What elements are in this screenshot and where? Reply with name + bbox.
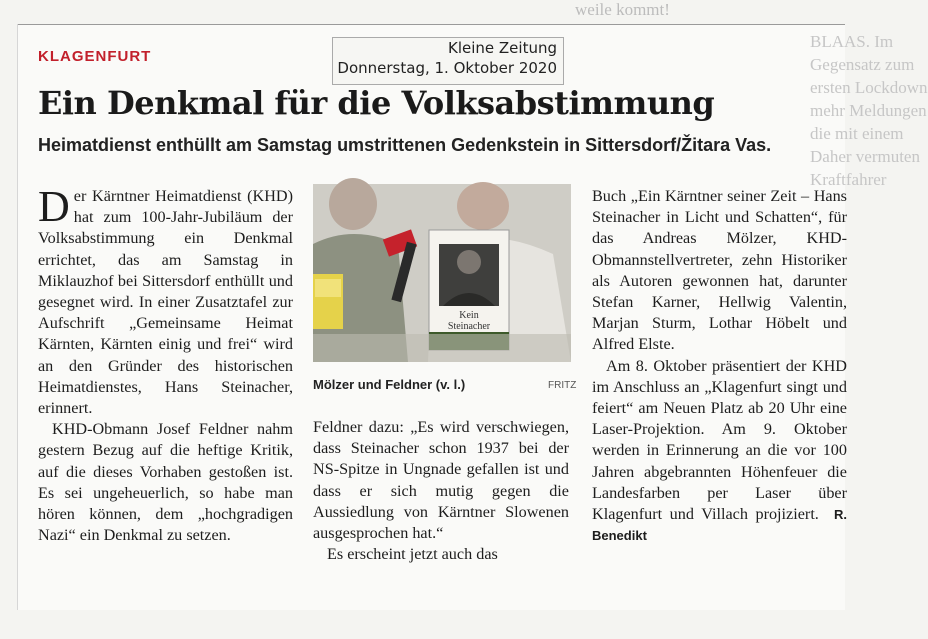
author-byline: R. Benedikt xyxy=(592,507,847,544)
publication-stamp xyxy=(332,37,564,85)
column-3 xyxy=(592,186,847,546)
photo-illustration xyxy=(313,184,571,362)
bleed-line: mehr Meldungen xyxy=(810,101,927,120)
publication-name: Kleine Zeitung xyxy=(448,39,557,57)
book-cover-title: Kein Steinacher xyxy=(447,310,491,332)
headline: Ein Denkmal für die Volksabstimmung xyxy=(38,84,715,122)
column-2 xyxy=(313,417,569,565)
paragraph: er Kärntner Heimatdienst (KHD) hat zum 100-Jahr-Jubiläum der Volksabstimmung ein Denkmal errichtet, das am Samstag in Miklauzhof bei Sittersdorf enthüllt und gesegnet wird. In einer Zusatztafel zur Aufschrift „Gemeinsame Heimat Kärnten, Kärnten einig und frei“ wird an den Gründer des historischen Heimatdienstes, Hans Steinacher, erinnert. xyxy=(38,187,293,418)
subheadline: Heimatdienst enthüllt am Samstag umstrittenen Gedenkstein in Sittersdorf/Žitara Vas. xyxy=(38,135,772,155)
bleed-line: BLAAS. Im xyxy=(810,32,894,51)
drop-cap: D xyxy=(38,182,70,231)
column-1 xyxy=(38,182,293,546)
photo-credit: FRITZ xyxy=(548,380,577,391)
photo-caption: Mölzer und Feldner (v. l.) xyxy=(313,377,466,392)
paragraph: Am 8. Oktober präsentiert der KHD im Anschluss an „Klagenfurt singt und feiert“ am Neuen Platz ab 20 Uhr eine Laser-Projektion. Am 9. Oktober werden in Erinnerung an die vor 100 Jahren abgebrannten Höhenfeuer die Landesfarben per Laser über Klagenfurt und Villach projiziert. xyxy=(592,356,847,524)
paragraph: Buch „Ein Kärntner seiner Zeit – Hans Steinacher in Licht und Schatten“, für das Andreas Mölzer, KHD-Obmannstellvertreter, zehn Historiker als Autoren gewonnen hat, darunter Stefan Karner, Hellwig Valentin, Marjan Sturm, Lothar Höbelt und Alfred Elste. xyxy=(592,187,847,354)
bleed-through-top: weile kommt! xyxy=(575,0,670,19)
left-rule xyxy=(17,24,18,610)
top-rule xyxy=(17,24,845,25)
bleed-line: Kraftfahrer xyxy=(810,170,887,189)
bleed-line: Gegensatz zum xyxy=(810,55,915,74)
article-photo xyxy=(313,184,571,362)
section-label: KLAGENFURT xyxy=(38,48,152,65)
bleed-line: ersten Lockdown xyxy=(810,78,928,97)
publication-date: Donnerstag, 1. Oktober 2020 xyxy=(337,59,557,77)
paragraph: Feldner dazu: „Es wird verschwiegen, dass Steinacher schon 1937 bei der NS-Spitze in Ungnade gefallen ist und dass er sich mutig gegen die Aussiedlung von Kärntner Slowenen ausgesprochen hat.“ xyxy=(313,418,569,543)
bleed-line: die mit einem xyxy=(810,124,904,143)
paragraph: Es erscheint jetzt auch das xyxy=(327,545,498,564)
bleed-line: Daher vermuten xyxy=(810,147,920,166)
paragraph: KHD-Obmann Josef Feldner nahm gestern Bezug auf die heftige Kritik, auf die dieses Vorhaben gestoßen ist. Es sei ungeheuerlich, so habe man hören können, dem „hochgradigen Nazi“ ein Denkmal zu setzen. xyxy=(38,420,293,545)
